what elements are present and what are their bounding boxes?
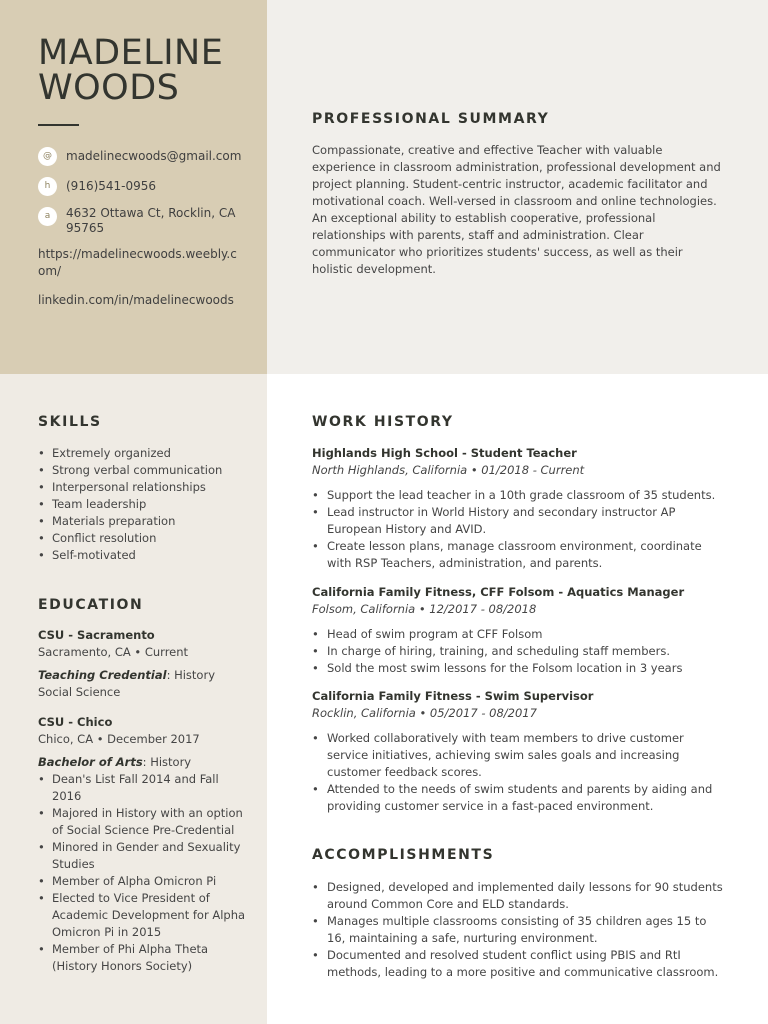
first-name: MADELINE: [38, 33, 224, 73]
email-icon: @: [38, 147, 57, 166]
job-entry-cff-rocklin: [312, 688, 727, 815]
skill-item: • Extremely organized: [38, 445, 250, 462]
skill-item: • Strong verbal communication: [38, 462, 250, 479]
school-location: Chico, CA • December 2017: [38, 732, 200, 746]
job-meta: Rocklin, California • 05/2017 - 08/2017: [312, 706, 537, 720]
list-item: • Majored in History with an option of Social Science Pre-Credential: [38, 805, 250, 839]
job-meta: Folsom, California • 12/2017 - 08/2018: [312, 602, 537, 616]
job-duties: [312, 626, 727, 677]
last-name: WOODS: [38, 68, 180, 108]
list-item: • Attended to the needs of swim students and parents by aiding and providing customer service in a fast-paced environment.: [312, 781, 727, 815]
job-title: California Family Fitness - Swim Supervisor: [312, 689, 594, 703]
phone-icon: h: [38, 177, 57, 196]
work-history-heading: WORK HISTORY: [312, 414, 454, 430]
job-title: Highlands High School - Student Teacher: [312, 446, 577, 460]
email-text[interactable]: madelinecwoods@gmail.com: [66, 149, 242, 163]
accomplishments-list: [312, 879, 727, 981]
list-item: • Member of Alpha Omicron Pi: [38, 873, 250, 890]
degree-title: Bachelor of Arts: [38, 755, 143, 769]
list-item: • Support the lead teacher in a 10th grade classroom of 35 students.: [312, 487, 727, 504]
list-item: • Elected to Vice President of Academic Development for Alpha Omicron Pi in 2015: [38, 890, 250, 941]
skill-item: • Materials preparation: [38, 513, 250, 530]
list-item: • In charge of hiring, training, and scheduling staff members.: [312, 643, 727, 660]
summary-text: Compassionate, creative and effective Teacher with valuable experience in classroom administration, professional development and project planning. Student-centric instructor, academic facilitator and motivational coach. Well-versed in classroom and online technologies. An exceptional ability to establish cooperative, professional relationships with parents, staff and administration. Clear communicator who prioritizes students' success, as well as their holistic development.: [312, 143, 721, 276]
list-item: • Sold the most swim lessons for the Folsom location in 3 years: [312, 660, 727, 677]
degree: [38, 754, 250, 771]
summary-heading: PROFESSIONAL SUMMARY: [312, 111, 550, 127]
education-entry-sacramento: [38, 627, 250, 701]
job-duties: [312, 487, 727, 572]
job-entry-cff-folsom: [312, 584, 727, 677]
website-link[interactable]: https://madelinecwoods.weebly.com/: [38, 247, 237, 278]
list-item: • Designed, developed and implemented daily lessons for 90 students around Common Core and ELD standards.: [312, 879, 727, 913]
skill-item: • Self-motivated: [38, 547, 250, 564]
accomplishments-heading: ACCOMPLISHMENTS: [312, 847, 495, 863]
list-item: • Dean's List Fall 2014 and Fall 2016: [38, 771, 250, 805]
address-text: 4632 Ottawa Ct, Rocklin, CA 95765: [66, 206, 236, 235]
skill-item: • Interpersonal relationships: [38, 479, 250, 496]
skill-item: • Conflict resolution: [38, 530, 250, 547]
degree-field: : History Social Science: [38, 668, 216, 699]
job-meta: North Highlands, California • 01/2018 - Current: [312, 463, 585, 477]
list-item: • Head of swim program at CFF Folsom: [312, 626, 727, 643]
list-item: • Documented and resolved student conflict using PBIS and RtI methods, leading to a more positive and communicative classroom.: [312, 947, 727, 981]
education-heading: EDUCATION: [38, 597, 144, 613]
degree-field: : History: [142, 755, 192, 769]
candidate-name: [38, 33, 258, 108]
school-name: CSU - Sacramento: [38, 628, 155, 642]
chico-details-list: [38, 771, 250, 975]
name-divider: [38, 124, 79, 126]
list-item: • Lead instructor in World History and secondary instructor AP European History and AVID.: [312, 504, 727, 538]
list-item: • Member of Phi Alpha Theta (History Honors Society): [38, 941, 250, 975]
skills-list: [38, 445, 250, 564]
school-location: Sacramento, CA • Current: [38, 645, 189, 659]
phone-text[interactable]: (916)541-0956: [66, 179, 157, 193]
job-title: California Family Fitness, CFF Folsom - Aquatics Manager: [312, 585, 685, 599]
degree: [38, 667, 250, 701]
list-item: • Worked collaboratively with team members to drive customer service initiatives, achieving swim sales goals and increasing customer feedback scores.: [312, 730, 727, 781]
list-item: • Manages multiple classrooms consisting of 35 children ages 15 to 16, maintaining a safe, nurturing environment.: [312, 913, 727, 947]
linkedin-link[interactable]: linkedin.com/in/madelinecwoods: [38, 293, 234, 307]
address-icon: a: [38, 207, 57, 226]
list-item: • Minored in Gender and Sexuality Studies: [38, 839, 250, 873]
degree-title: Teaching Credential: [38, 668, 167, 682]
job-entry-highlands: [312, 445, 727, 572]
skills-heading: SKILLS: [38, 414, 102, 430]
skill-item: • Team leadership: [38, 496, 250, 513]
job-duties: [312, 730, 727, 815]
education-entry-chico: [38, 714, 250, 771]
school-name: CSU - Chico: [38, 715, 113, 729]
list-item: • Create lesson plans, manage classroom environment, coordinate with RSP Teachers, administration, and parents.: [312, 538, 727, 572]
